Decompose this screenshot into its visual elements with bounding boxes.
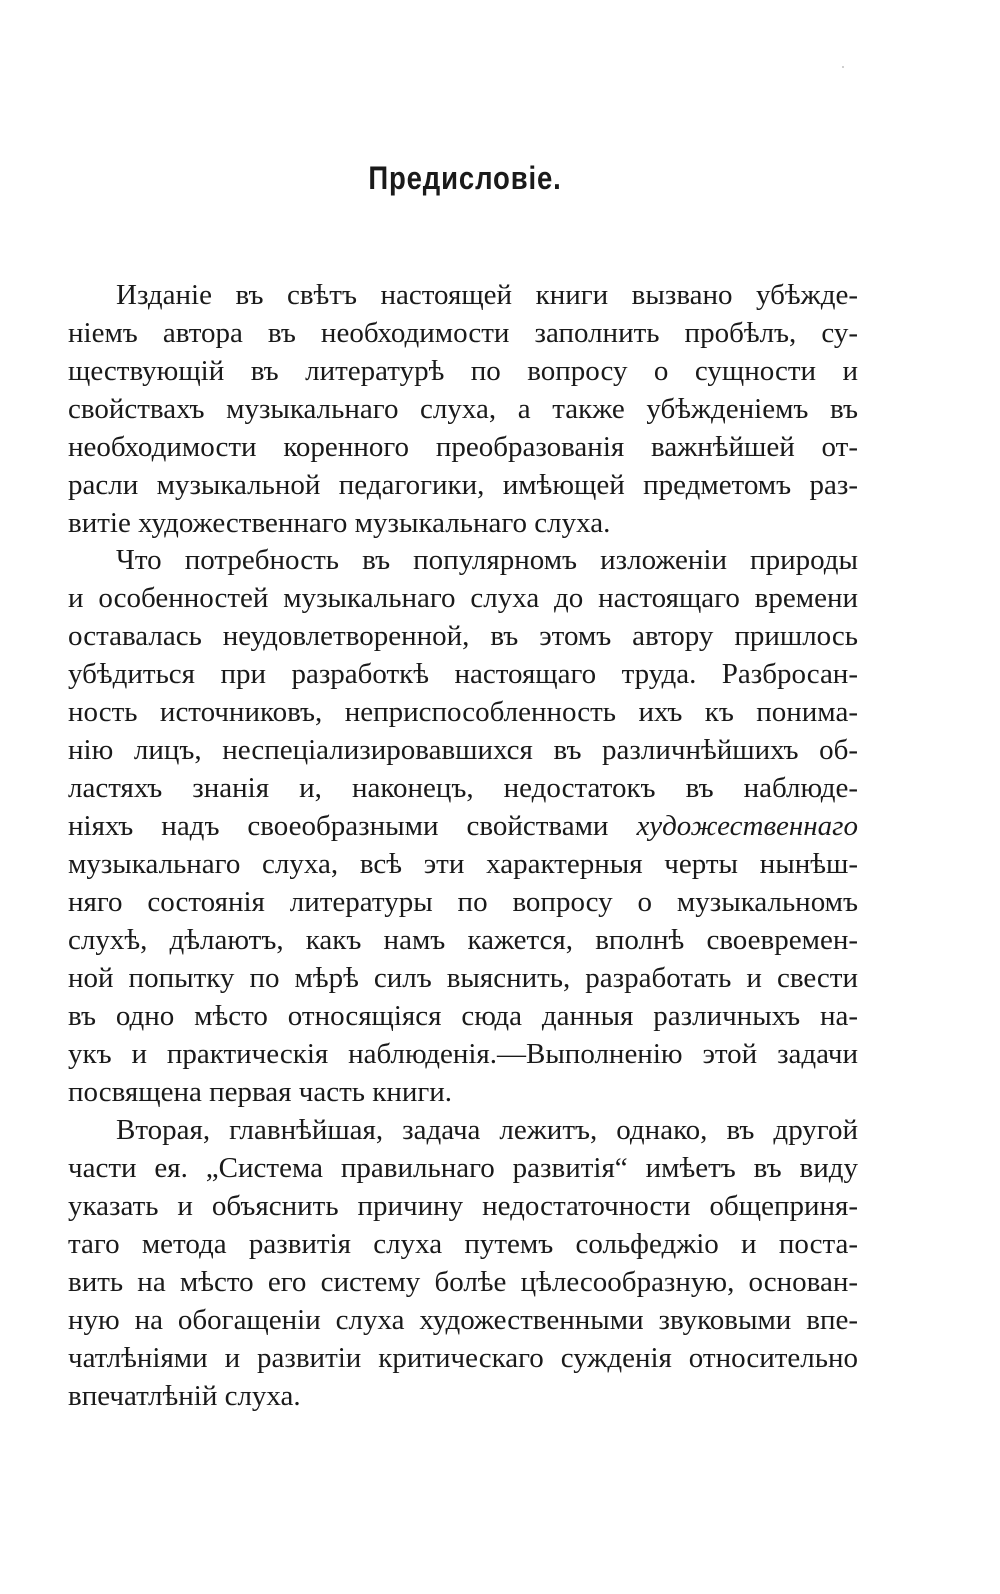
text-line: части ея. „Система правильнаго развитія“ имѣетъ въ виду	[68, 1152, 858, 1184]
text-line: таго метода развитія слуха путемъ сольфеджіо и поста-	[68, 1228, 858, 1260]
text-line: ніемъ автора въ необходимости заполнить пробѣлъ, су-	[68, 317, 858, 349]
text-line: указать и объяснить причину недостаточности общеприня-	[68, 1190, 858, 1222]
paper-speck	[842, 66, 844, 68]
text-line: посвящена первая часть книги.	[68, 1076, 453, 1108]
text-line: Вторая, главнѣйшая, задача лежитъ, однако, въ другой	[116, 1114, 858, 1146]
text-line: витіе художественнаго музыкальнаго слуха.	[68, 507, 611, 539]
line-text: ніяхъ надъ своеобразными свойствами	[68, 810, 637, 842]
page-title: Предисловіе.	[368, 160, 562, 196]
italic-emphasis: художественнаго	[636, 810, 858, 842]
text-line: вить на мѣсто его систему болѣе цѣлесообразную, основан-	[68, 1266, 858, 1298]
text-line: ность источниковъ, неприспособленность ихъ къ понима-	[68, 696, 858, 728]
text-line: няго состоянія литературы по вопросу о музыкальномъ	[68, 886, 858, 918]
text-line: ную на обогащеніи слуха художественными звуковыми впе-	[68, 1304, 858, 1336]
text-line: впечатлѣній слуха.	[68, 1380, 301, 1412]
text-line: слухѣ, дѣлаютъ, какъ намъ кажется, вполнѣ своевремен-	[68, 924, 858, 956]
text-line: необходимости коренного преобразованія важнѣйшей от-	[68, 431, 858, 463]
text-line: и особенностей музыкальнаго слуха до настоящаго времени	[68, 582, 858, 614]
text-line: убѣдиться при разработкѣ настоящаго труда. Разбросан-	[68, 658, 858, 690]
text-line: музыкальнаго слуха, всѣ эти характерныя черты нынѣш-	[68, 848, 858, 880]
text-line: нію лицъ, неспеціализировавшихся въ различнѣйшихъ об-	[68, 734, 858, 766]
text-line: въ одно мѣсто относящіяся сюда данныя различныхъ на-	[68, 1000, 858, 1032]
text-line: Изданіе въ свѣтъ настоящей книги вызвано убѣжде-	[116, 279, 858, 311]
text-line: ластяхъ знанія и, наконецъ, недостатокъ въ наблюде-	[68, 772, 858, 804]
text-line: свойствахъ музыкальнаго слуха, а также убѣжденіемъ въ	[68, 393, 858, 425]
text-line: ществующій въ литературѣ по вопросу о сущности и	[68, 355, 858, 387]
text-line: укъ и практическія наблюденія.—Выполненію этой задачи	[68, 1038, 858, 1070]
text-line: Что потребность въ популярномъ изложеніи природы	[116, 544, 858, 576]
text-line	[68, 806, 858, 846]
text-line: оставалась неудовлетворенной, въ этомъ автору пришлось	[68, 620, 858, 652]
text-line: чатлѣніями и развитіи критическаго сужденія относительно	[68, 1342, 858, 1374]
text-line: ной попытку по мѣрѣ силъ выяснить, разработать и свести	[68, 962, 858, 994]
text-line: расли музыкальной педагогики, имѣющей предметомъ раз-	[68, 469, 858, 501]
